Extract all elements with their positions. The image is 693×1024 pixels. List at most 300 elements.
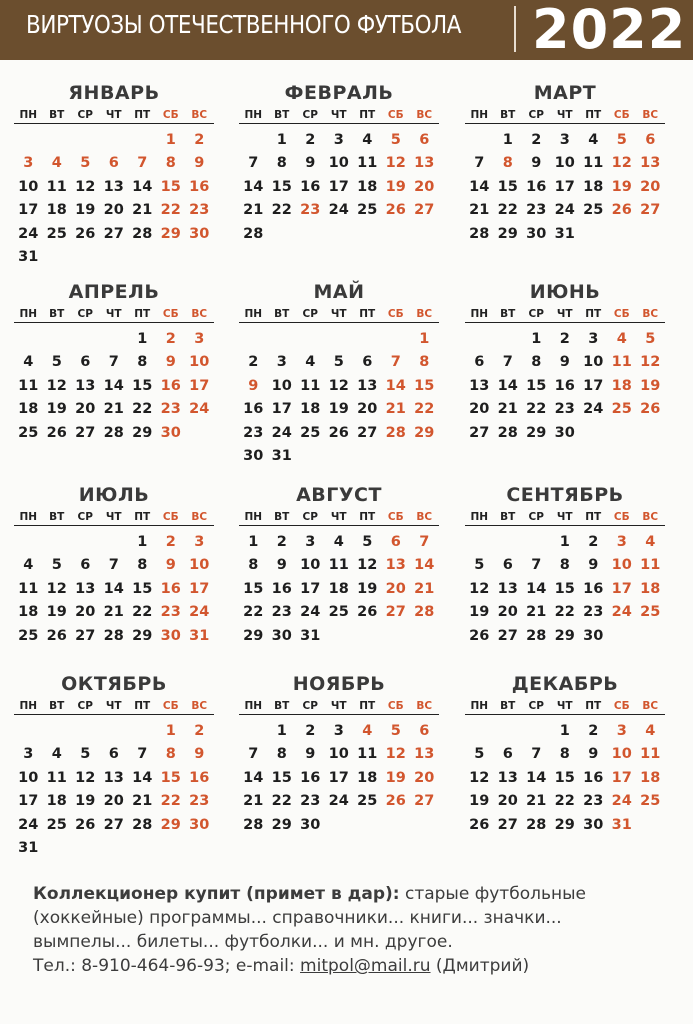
empty-cell [296, 328, 325, 351]
day-cell: 5 [51, 354, 62, 371]
day-grid [14, 328, 214, 445]
day-cell: 8 [502, 155, 513, 172]
day-cell: 2 [165, 331, 176, 347]
day-cell: 12 [46, 580, 67, 597]
day-cell: 7 [137, 155, 148, 172]
day-cell: 20 [103, 793, 124, 810]
day-cell: 13 [357, 377, 378, 394]
day-cell: 6 [502, 557, 513, 574]
day-cell: 27 [385, 604, 406, 621]
day-cell: 2 [276, 534, 287, 550]
day-cell: 16 [243, 401, 264, 418]
day-cell: 31 [189, 627, 210, 644]
weekday-header [465, 307, 665, 323]
weekday-header [14, 510, 214, 526]
weekday-label: ВТ [274, 308, 290, 320]
day-grid [14, 531, 214, 648]
day-cell: 15 [271, 178, 292, 195]
day-cell: 23 [243, 424, 264, 441]
weekday-label: ПН [244, 511, 263, 523]
empty-cell [128, 720, 157, 743]
day-cell: 14 [385, 377, 406, 394]
day-cell: 1 [502, 132, 513, 148]
day-cell: 4 [23, 354, 34, 371]
day-cell: 18 [300, 401, 321, 418]
day-cell: 18 [640, 769, 661, 786]
day-cell: 9 [194, 155, 205, 172]
day-cell: 19 [469, 793, 490, 810]
day-cell: 20 [497, 793, 518, 810]
day-cell: 3 [194, 331, 205, 347]
day-cell: 28 [132, 225, 153, 242]
month-4 [14, 279, 214, 445]
weekday-label: СБ [387, 308, 404, 320]
day-cell: 10 [271, 377, 292, 394]
day-cell: 14 [243, 178, 264, 195]
day-cell: 9 [165, 557, 176, 574]
day-cell: 6 [80, 354, 91, 371]
day-cell: 21 [469, 202, 490, 219]
day-cell: 4 [588, 132, 599, 148]
day-cell: 2 [559, 331, 570, 347]
day-cell: 5 [474, 746, 485, 763]
weekday-label: ЧТ [330, 700, 347, 712]
day-cell: 3 [559, 132, 570, 148]
day-cell: 4 [305, 354, 316, 371]
empty-cell [239, 129, 268, 152]
footer-line1: старые футбольные [399, 884, 586, 904]
day-cell: 4 [362, 723, 373, 739]
day-cell: 22 [132, 401, 153, 418]
day-cell: 28 [103, 424, 124, 441]
day-cell: 4 [51, 746, 62, 763]
day-cell: 13 [469, 377, 490, 394]
weekday-header [239, 108, 439, 124]
weekday-label: СР [528, 511, 544, 523]
day-cell: 28 [526, 816, 547, 833]
weekday-label: СР [77, 308, 93, 320]
weekday-label: ЧТ [556, 109, 573, 121]
day-cell: 27 [640, 202, 661, 219]
day-cell: 29 [160, 225, 181, 242]
day-cell: 20 [497, 604, 518, 621]
day-cell: 8 [276, 746, 287, 763]
month-name: ДЕКАБРЬ [511, 673, 619, 695]
day-cell: 28 [243, 816, 264, 833]
day-cell: 16 [300, 769, 321, 786]
day-cell: 27 [75, 627, 96, 644]
day-cell: 19 [385, 769, 406, 786]
weekday-label: ПТ [359, 109, 376, 121]
weekday-label: ВС [191, 308, 208, 320]
day-grid [465, 328, 665, 445]
day-cell: 12 [46, 377, 67, 394]
empty-cell [465, 720, 494, 743]
month-name: ИЮЛЬ [78, 484, 150, 506]
day-cell: 4 [616, 331, 627, 347]
day-cell: 9 [165, 354, 176, 371]
day-cell: 9 [276, 557, 287, 574]
day-cell: 26 [75, 225, 96, 242]
weekday-label: ВТ [274, 511, 290, 523]
day-cell: 25 [18, 627, 39, 644]
day-cell: 2 [588, 534, 599, 550]
month-name: ИЮНЬ [529, 281, 601, 303]
weekday-label: ПТ [585, 109, 602, 121]
weekday-label: ЧТ [105, 700, 122, 712]
weekday-label: СР [302, 511, 318, 523]
day-cell: 22 [414, 401, 435, 418]
day-cell: 9 [248, 377, 259, 394]
day-cell: 1 [276, 723, 287, 739]
day-grid [14, 720, 214, 860]
day-cell: 14 [526, 769, 547, 786]
day-cell: 24 [611, 793, 632, 810]
day-cell: 5 [474, 557, 485, 574]
weekday-label: ВС [191, 109, 208, 121]
day-cell: 5 [51, 557, 62, 574]
weekday-label: ПТ [585, 511, 602, 523]
day-cell: 9 [588, 557, 599, 574]
day-cell: 17 [611, 769, 632, 786]
weekday-label: ПТ [359, 700, 376, 712]
weekday-label: СБ [613, 308, 630, 320]
day-cell: 17 [554, 178, 575, 195]
day-cell: 30 [160, 424, 181, 441]
empty-cell [43, 720, 72, 743]
day-cell: 9 [588, 746, 599, 763]
day-cell: 28 [497, 424, 518, 441]
day-cell: 6 [390, 534, 401, 550]
weekday-header [465, 510, 665, 526]
weekday-label: ПТ [359, 308, 376, 320]
day-cell: 4 [645, 723, 656, 739]
weekday-header [239, 510, 439, 526]
weekday-label: СР [77, 700, 93, 712]
day-cell: 26 [46, 627, 67, 644]
day-cell: 22 [160, 793, 181, 810]
empty-cell [100, 531, 129, 554]
day-cell: 25 [18, 424, 39, 441]
day-cell: 11 [357, 155, 378, 172]
day-cell: 8 [248, 557, 259, 574]
day-cell: 7 [531, 746, 542, 763]
day-cell: 28 [385, 424, 406, 441]
weekday-label: ВС [416, 511, 433, 523]
day-cell: 13 [497, 769, 518, 786]
weekday-label: ВТ [274, 700, 290, 712]
day-cell: 17 [300, 580, 321, 597]
day-cell: 4 [23, 557, 34, 574]
day-cell: 17 [18, 202, 39, 219]
day-cell: 23 [583, 793, 604, 810]
day-cell: 18 [611, 377, 632, 394]
day-cell: 3 [333, 132, 344, 148]
day-cell: 29 [554, 816, 575, 833]
day-cell: 4 [51, 155, 62, 172]
weekday-header [14, 307, 214, 323]
weekday-label: СБ [162, 700, 179, 712]
footer-name: (Дмитрий) [430, 956, 530, 976]
day-cell: 14 [526, 580, 547, 597]
weekday-label: ВТ [49, 109, 65, 121]
day-cell: 7 [108, 354, 119, 371]
day-cell: 21 [243, 202, 264, 219]
day-cell: 7 [531, 557, 542, 574]
day-cell: 3 [616, 534, 627, 550]
day-cell: 14 [132, 769, 153, 786]
day-cell: 17 [189, 377, 210, 394]
empty-cell [494, 720, 523, 743]
day-cell: 28 [469, 225, 490, 242]
weekday-label: ПН [244, 308, 263, 320]
day-cell: 31 [18, 839, 39, 856]
day-cell: 22 [497, 202, 518, 219]
day-cell: 23 [526, 202, 547, 219]
weekday-label: СР [302, 308, 318, 320]
weekday-label: СР [77, 511, 93, 523]
weekday-header [239, 699, 439, 715]
weekday-label: ВТ [49, 308, 65, 320]
empty-cell [382, 328, 411, 351]
day-cell: 23 [300, 793, 321, 810]
day-cell: 3 [23, 155, 34, 172]
day-cell: 17 [189, 580, 210, 597]
day-cell: 12 [75, 178, 96, 195]
day-cell: 20 [75, 604, 96, 621]
weekday-label: СР [528, 700, 544, 712]
day-cell: 14 [469, 178, 490, 195]
weekday-label: ПТ [134, 308, 151, 320]
empty-cell [71, 720, 100, 743]
day-cell: 30 [160, 627, 181, 644]
weekday-label: ВС [416, 308, 433, 320]
month-name: АВГУСТ [296, 484, 382, 506]
weekday-label: ПН [470, 308, 489, 320]
day-cell: 12 [385, 746, 406, 763]
day-cell: 31 [300, 627, 321, 644]
day-cell: 25 [611, 401, 632, 418]
day-cell: 30 [526, 225, 547, 242]
day-cell: 7 [390, 354, 401, 371]
day-cell: 26 [75, 816, 96, 833]
day-cell: 29 [132, 627, 153, 644]
weekday-label: ВТ [500, 109, 516, 121]
day-cell: 24 [328, 793, 349, 810]
day-cell: 7 [419, 534, 430, 550]
day-cell: 9 [305, 155, 316, 172]
day-cell: 8 [531, 354, 542, 371]
day-cell: 7 [137, 746, 148, 763]
empty-cell [465, 531, 494, 554]
weekday-label: ЧТ [556, 511, 573, 523]
weekday-label: ПТ [134, 109, 151, 121]
day-cell: 12 [385, 155, 406, 172]
empty-cell [100, 328, 129, 351]
day-cell: 15 [271, 769, 292, 786]
day-cell: 25 [300, 424, 321, 441]
day-cell: 16 [189, 178, 210, 195]
day-cell: 1 [137, 331, 148, 347]
day-cell: 6 [362, 354, 373, 371]
day-cell: 27 [357, 424, 378, 441]
day-cell: 11 [357, 746, 378, 763]
day-cell: 13 [640, 155, 661, 172]
day-cell: 14 [103, 377, 124, 394]
day-cell: 10 [611, 746, 632, 763]
day-cell: 27 [497, 816, 518, 833]
day-cell: 19 [75, 793, 96, 810]
day-cell: 16 [583, 580, 604, 597]
day-cell: 27 [469, 424, 490, 441]
month-8 [239, 482, 439, 648]
weekday-label: ПТ [585, 700, 602, 712]
day-cell: 23 [554, 401, 575, 418]
weekday-label: ВТ [49, 511, 65, 523]
day-cell: 3 [276, 354, 287, 371]
day-cell: 28 [243, 225, 264, 242]
day-cell: 14 [497, 377, 518, 394]
weekday-label: ПН [244, 700, 263, 712]
day-cell: 18 [46, 202, 67, 219]
day-cell: 10 [18, 769, 39, 786]
day-cell: 14 [132, 178, 153, 195]
day-cell: 5 [616, 132, 627, 148]
day-cell: 1 [419, 331, 430, 347]
day-cell: 10 [189, 354, 210, 371]
empty-cell [14, 531, 43, 554]
day-cell: 31 [18, 248, 39, 265]
day-cell: 6 [645, 132, 656, 148]
day-cell: 26 [611, 202, 632, 219]
day-cell: 6 [502, 746, 513, 763]
day-cell: 21 [103, 604, 124, 621]
weekday-label: ЧТ [330, 308, 347, 320]
day-cell: 5 [645, 331, 656, 347]
day-cell: 10 [300, 557, 321, 574]
day-cell: 26 [469, 627, 490, 644]
day-cell: 22 [554, 604, 575, 621]
day-cell: 20 [75, 401, 96, 418]
day-cell: 23 [189, 793, 210, 810]
month-name: ОКТЯБРЬ [61, 673, 167, 695]
weekday-label: ВТ [274, 109, 290, 121]
day-cell: 3 [194, 534, 205, 550]
day-cell: 19 [611, 178, 632, 195]
day-cell: 30 [554, 424, 575, 441]
weekday-label: СБ [613, 700, 630, 712]
day-cell: 20 [414, 769, 435, 786]
header-title: ВИРТУОЗЫ ОТЕЧЕСТВЕННОГО ФУТБОЛА [26, 10, 462, 39]
day-cell: 30 [189, 225, 210, 242]
empty-cell [465, 129, 494, 152]
day-cell: 10 [328, 155, 349, 172]
day-cell: 4 [362, 132, 373, 148]
day-cell: 4 [645, 534, 656, 550]
day-cell: 6 [419, 132, 430, 148]
weekday-header [465, 108, 665, 124]
month-9 [465, 482, 665, 648]
day-cell: 21 [103, 401, 124, 418]
weekday-label: СБ [162, 511, 179, 523]
day-cell: 21 [132, 202, 153, 219]
day-cell: 26 [385, 793, 406, 810]
day-cell: 21 [497, 401, 518, 418]
day-cell: 26 [328, 424, 349, 441]
empty-cell [494, 531, 523, 554]
day-cell: 31 [611, 816, 632, 833]
empty-cell [14, 328, 43, 351]
day-cell: 12 [328, 377, 349, 394]
day-cell: 16 [271, 580, 292, 597]
weekday-label: ПН [244, 109, 263, 121]
day-cell: 29 [243, 627, 264, 644]
day-cell: 2 [194, 723, 205, 739]
day-cell: 10 [328, 746, 349, 763]
day-cell: 22 [160, 202, 181, 219]
empty-cell [14, 129, 43, 152]
day-cell: 18 [328, 580, 349, 597]
weekday-label: ЧТ [105, 308, 122, 320]
weekday-header [465, 699, 665, 715]
day-cell: 13 [75, 377, 96, 394]
day-cell: 10 [18, 178, 39, 195]
empty-cell [494, 328, 523, 351]
day-cell: 9 [531, 155, 542, 172]
day-cell: 2 [588, 723, 599, 739]
day-cell: 19 [46, 401, 67, 418]
day-cell: 25 [46, 816, 67, 833]
day-cell: 15 [554, 769, 575, 786]
day-cell: 31 [554, 225, 575, 242]
day-grid [239, 328, 439, 468]
day-cell: 15 [554, 580, 575, 597]
footer-line3: вымпелы... билеты... футболки... и мн. другое. [33, 932, 453, 952]
weekday-label: ВС [642, 700, 659, 712]
empty-cell [522, 720, 551, 743]
day-cell: 25 [357, 793, 378, 810]
day-cell: 1 [276, 132, 287, 148]
day-cell: 2 [165, 534, 176, 550]
empty-cell [43, 129, 72, 152]
day-cell: 17 [328, 769, 349, 786]
day-cell: 7 [502, 354, 513, 371]
day-cell: 8 [276, 155, 287, 172]
day-cell: 24 [611, 604, 632, 621]
day-cell: 8 [165, 746, 176, 763]
day-cell: 8 [419, 354, 430, 371]
empty-cell [71, 328, 100, 351]
day-cell: 20 [640, 178, 661, 195]
day-cell: 3 [616, 723, 627, 739]
day-cell: 8 [165, 155, 176, 172]
day-cell: 30 [243, 447, 264, 464]
day-cell: 16 [583, 769, 604, 786]
empty-cell [14, 720, 43, 743]
day-cell: 13 [103, 178, 124, 195]
footer-email[interactable]: mitpol@mail.ru [300, 956, 431, 976]
day-cell: 28 [103, 627, 124, 644]
month-name: МАРТ [533, 82, 597, 104]
day-cell: 19 [46, 604, 67, 621]
day-cell: 29 [497, 225, 518, 242]
day-cell: 21 [385, 401, 406, 418]
empty-cell [100, 720, 129, 743]
day-cell: 27 [414, 202, 435, 219]
day-cell: 24 [271, 424, 292, 441]
weekday-label: ЧТ [330, 109, 347, 121]
day-cell: 3 [333, 723, 344, 739]
